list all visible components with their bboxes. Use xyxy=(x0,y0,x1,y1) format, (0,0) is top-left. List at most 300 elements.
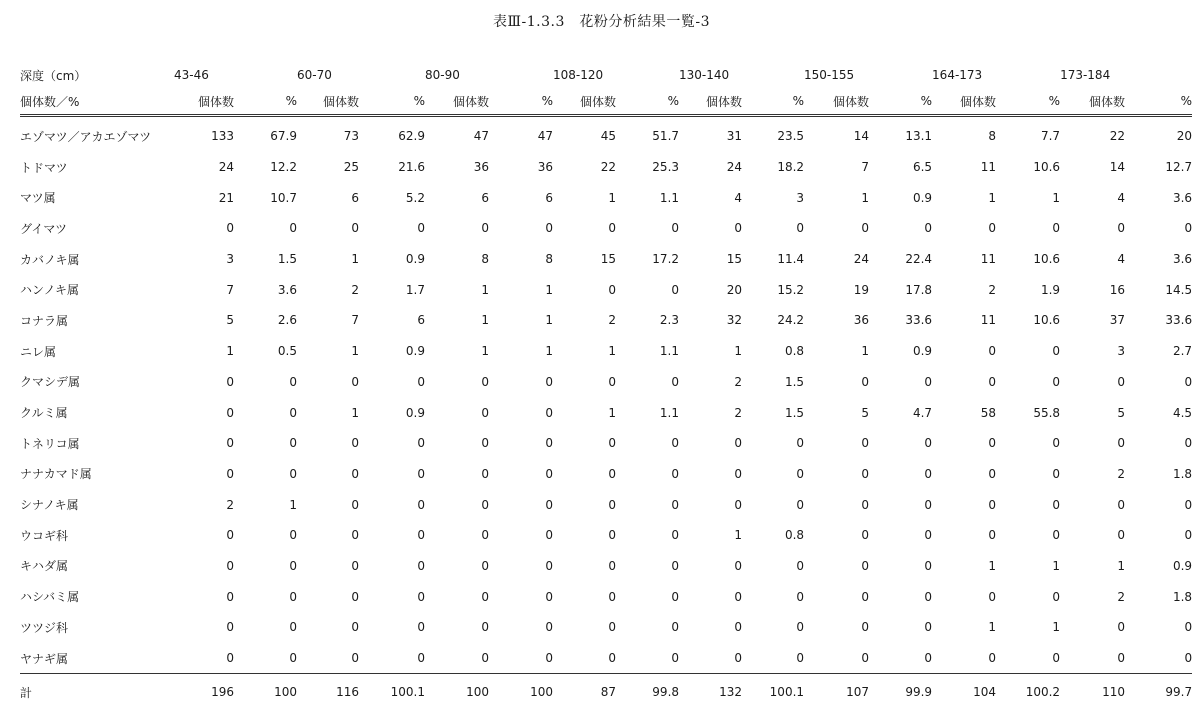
count-cell: 0 xyxy=(861,466,870,481)
percent-cell: 0 xyxy=(1184,528,1193,543)
count-cell: 0 xyxy=(608,589,616,604)
percent-cell: 0 xyxy=(1184,497,1193,512)
percent-cell: 22.4 xyxy=(905,252,933,267)
percent-cell: 0 xyxy=(924,374,933,389)
count-cell: 37 xyxy=(1109,313,1126,328)
count-cell: 0 xyxy=(988,374,997,389)
count-cell: 11 xyxy=(980,252,997,267)
total-percent-cell: 100.2 xyxy=(1025,685,1061,700)
count-cell: 0 xyxy=(861,651,870,666)
percent-cell: 0 xyxy=(289,589,297,604)
percent-cell: 0 xyxy=(1052,528,1061,543)
count-cell: 0 xyxy=(861,497,870,512)
percent-cell: 0 xyxy=(545,497,553,512)
percent-cell: 0 xyxy=(289,466,297,481)
percent-cell: 0 xyxy=(796,497,805,512)
percent-cell: 0 xyxy=(417,221,425,236)
count-cell: 0 xyxy=(988,651,997,666)
percent-cell: 8 xyxy=(545,252,553,267)
count-cell: 0 xyxy=(481,589,489,604)
percent-cell: 0 xyxy=(545,528,553,543)
percent-cell: 0.9 xyxy=(405,252,425,267)
percent-cell: 0 xyxy=(289,405,297,420)
percent-cell: 0.5 xyxy=(277,344,297,359)
count-cell: 5 xyxy=(861,405,870,420)
percent-cell: 0 xyxy=(417,466,425,481)
percent-cell: 0 xyxy=(671,558,680,573)
percent-cell: 0 xyxy=(671,589,680,604)
count-cell: 0 xyxy=(226,651,234,666)
taxon-name: ハシバミ属 xyxy=(20,590,80,605)
percent-cell: 47 xyxy=(537,129,553,144)
percent-cell: 1.1 xyxy=(659,344,680,359)
percent-cell: 0 xyxy=(1184,221,1193,236)
count-cell: 0 xyxy=(481,558,489,573)
percent-cell: 0 xyxy=(1184,651,1193,666)
count-cell: 0 xyxy=(608,221,616,236)
taxon-name: シナノキ属 xyxy=(20,498,79,513)
taxon-name: コナラ属 xyxy=(20,313,69,328)
taxon-name: ウコギ科 xyxy=(20,528,69,543)
percent-cell: 0 xyxy=(924,466,933,481)
percent-cell: 0.8 xyxy=(784,528,805,543)
count-column-header: 個体数 xyxy=(322,94,359,109)
count-cell: 1 xyxy=(608,405,616,420)
percent-column-header: % xyxy=(792,94,805,108)
count-cell: 0 xyxy=(608,436,616,451)
count-cell: 1 xyxy=(988,190,997,205)
percent-cell: 10.7 xyxy=(270,190,297,205)
count-cell: 1 xyxy=(351,405,359,420)
count-cell: 7 xyxy=(351,313,359,328)
percent-cell: 1.8 xyxy=(1172,589,1193,604)
taxon-name: グイマツ xyxy=(20,221,68,236)
table-row xyxy=(20,612,1192,643)
percent-cell: 0 xyxy=(417,620,425,635)
pollen-table xyxy=(20,62,1192,710)
percent-cell: 0 xyxy=(924,528,933,543)
count-cell: 0 xyxy=(861,620,870,635)
depth-range-header: 60-70 xyxy=(297,68,332,82)
count-cell: 0 xyxy=(861,436,870,451)
count-cell: 25 xyxy=(343,160,359,175)
total-percent-cell: 100 xyxy=(530,685,553,700)
table-row xyxy=(20,459,1192,490)
count-cell: 31 xyxy=(726,129,743,144)
taxon-name: ナナカマド属 xyxy=(20,467,92,482)
percent-cell: 0.9 xyxy=(405,344,425,359)
count-cell: 0 xyxy=(1117,436,1126,451)
count-cell: 0 xyxy=(734,651,743,666)
percent-column-header: % xyxy=(920,94,933,108)
percent-cell: 20 xyxy=(1176,129,1193,144)
count-cell: 15 xyxy=(726,252,743,267)
percent-cell: 17.2 xyxy=(652,252,680,267)
percent-cell: 1 xyxy=(545,282,553,297)
count-cell: 32 xyxy=(726,313,743,328)
percent-cell: 0 xyxy=(1052,221,1061,236)
percent-cell: 0 xyxy=(671,651,680,666)
count-cell: 1 xyxy=(988,620,997,635)
percent-cell: 12.2 xyxy=(270,160,297,175)
percent-cell: 0 xyxy=(545,405,553,420)
count-cell: 0 xyxy=(481,651,489,666)
total-count-cell: 116 xyxy=(336,685,359,700)
percent-cell: 0 xyxy=(1184,436,1193,451)
percent-cell: 0 xyxy=(545,221,553,236)
count-cell: 24 xyxy=(726,160,743,175)
count-cell: 0 xyxy=(734,436,743,451)
percent-cell: 0 xyxy=(796,620,805,635)
percent-cell: 3 xyxy=(796,190,805,205)
count-cell: 1 xyxy=(861,344,870,359)
total-count-cell: 104 xyxy=(973,685,997,700)
percent-cell: 0 xyxy=(924,620,933,635)
table-row xyxy=(20,367,1192,398)
taxon-name: ニレ属 xyxy=(20,344,57,359)
count-cell: 0 xyxy=(481,620,489,635)
count-cell: 0 xyxy=(734,620,743,635)
percent-cell: 0 xyxy=(671,620,680,635)
taxon-name: トネリコ属 xyxy=(20,436,80,451)
count-cell: 0 xyxy=(351,436,359,451)
percent-cell: 10.6 xyxy=(1033,160,1061,175)
percent-cell: 0 xyxy=(1184,374,1193,389)
percent-cell: 0 xyxy=(671,374,680,389)
count-cell: 0 xyxy=(734,497,743,512)
percent-cell: 0 xyxy=(417,651,425,666)
count-cell: 0 xyxy=(1117,374,1126,389)
percent-cell: 0 xyxy=(796,651,805,666)
percent-cell: 0 xyxy=(671,221,680,236)
percent-cell: 23.5 xyxy=(777,129,805,144)
count-cell: 2 xyxy=(608,313,616,328)
count-cell: 0 xyxy=(351,620,359,635)
count-cell: 0 xyxy=(988,497,997,512)
count-column-header: 個体数 xyxy=(197,94,234,109)
percent-cell: 0 xyxy=(417,497,425,512)
count-cell: 0 xyxy=(1117,620,1126,635)
count-cell: 20 xyxy=(726,282,743,297)
table-row xyxy=(20,244,1192,275)
count-cell: 0 xyxy=(1117,651,1126,666)
percent-cell: 24.2 xyxy=(777,313,805,328)
depth-header-row xyxy=(20,62,1192,88)
total-count-cell: 100 xyxy=(466,685,489,700)
percent-cell: 0 xyxy=(924,558,933,573)
count-header-row xyxy=(20,88,1192,116)
count-cell: 0 xyxy=(226,436,234,451)
percent-cell: 0.9 xyxy=(912,190,933,205)
table-row xyxy=(20,182,1192,213)
percent-column-header: % xyxy=(413,94,425,108)
count-cell: 0 xyxy=(608,497,616,512)
depth-range-header: 150-155 xyxy=(804,68,855,82)
count-cell: 0 xyxy=(351,466,359,481)
depth-range-header: 108-120 xyxy=(553,68,604,82)
count-column-header: 個体数 xyxy=(579,94,616,109)
table-row xyxy=(20,581,1192,612)
count-cell: 0 xyxy=(734,589,743,604)
percent-cell: 0.8 xyxy=(784,344,805,359)
count-cell: 0 xyxy=(1117,528,1126,543)
count-column-header: 個体数 xyxy=(706,94,743,109)
percent-cell: 7.7 xyxy=(1040,129,1061,144)
percent-cell: 1 xyxy=(1052,558,1061,573)
count-cell: 0 xyxy=(481,497,489,512)
percent-cell: 3.6 xyxy=(1172,252,1193,267)
percent-cell: 0 xyxy=(796,558,805,573)
count-cell: 11 xyxy=(980,313,997,328)
count-cell: 0 xyxy=(351,497,359,512)
taxon-name: クマシデ属 xyxy=(20,375,81,390)
count-cell: 0 xyxy=(1117,221,1126,236)
count-cell: 0 xyxy=(608,528,616,543)
percent-cell: 0 xyxy=(1052,651,1061,666)
table-row xyxy=(20,428,1192,459)
count-cell: 4 xyxy=(1117,190,1126,205)
percent-cell: 1.5 xyxy=(277,252,297,267)
count-cell: 1 xyxy=(608,344,616,359)
percent-cell: 0 xyxy=(289,528,297,543)
count-cell: 11 xyxy=(980,160,997,175)
count-cell: 1 xyxy=(481,344,489,359)
percent-cell: 5.2 xyxy=(405,190,425,205)
percent-cell: 10.6 xyxy=(1033,313,1061,328)
percent-cell: 0 xyxy=(545,620,553,635)
percent-cell: 2.6 xyxy=(277,313,297,328)
percent-cell: 0 xyxy=(417,558,425,573)
count-cell: 1 xyxy=(481,282,489,297)
count-cell: 0 xyxy=(351,651,359,666)
percent-cell: 0 xyxy=(796,466,805,481)
percent-cell: 0 xyxy=(545,651,553,666)
count-cell: 0 xyxy=(481,405,489,420)
count-cell: 1 xyxy=(481,313,489,328)
count-cell: 58 xyxy=(980,405,997,420)
percent-cell: 67.9 xyxy=(270,129,297,144)
depth-range-header: 173-184 xyxy=(1060,68,1111,82)
percent-cell: 18.2 xyxy=(777,160,805,175)
count-cell: 0 xyxy=(988,344,997,359)
percent-cell: 1.7 xyxy=(405,282,425,297)
percent-cell: 0.9 xyxy=(1172,558,1193,573)
count-cell: 2 xyxy=(226,497,234,512)
count-cell: 0 xyxy=(351,528,359,543)
percent-cell: 0 xyxy=(671,436,680,451)
count-cell: 24 xyxy=(853,252,870,267)
count-cell: 22 xyxy=(600,160,616,175)
count-cell: 1 xyxy=(988,558,997,573)
percent-cell: 1 xyxy=(1052,190,1061,205)
table-row xyxy=(20,643,1192,674)
percent-column-header: % xyxy=(1180,94,1193,108)
percent-cell: 21.6 xyxy=(398,160,425,175)
taxon-name: ハンノキ属 xyxy=(20,283,80,298)
table-title: 表Ⅲ-1.3.3 花粉分析結果一覧-3 xyxy=(493,14,710,30)
percent-cell: 0 xyxy=(289,620,297,635)
percent-cell: 1 xyxy=(545,344,553,359)
count-cell: 0 xyxy=(351,589,359,604)
count-column-header: 個体数 xyxy=(960,94,997,109)
percent-cell: 0 xyxy=(924,497,933,512)
total-row xyxy=(20,674,1192,711)
percent-cell: 0 xyxy=(1052,436,1061,451)
percent-column-header: % xyxy=(667,94,680,108)
percent-cell: 0 xyxy=(417,436,425,451)
count-cell: 0 xyxy=(351,374,359,389)
percent-cell: 6.5 xyxy=(912,160,933,175)
table-row xyxy=(20,116,1192,152)
percent-cell: 0 xyxy=(671,282,680,297)
count-cell: 0 xyxy=(988,528,997,543)
count-cell: 14 xyxy=(853,129,870,144)
percent-cell: 0 xyxy=(545,436,553,451)
count-cell: 0 xyxy=(226,528,234,543)
percent-cell: 17.8 xyxy=(905,282,933,297)
percent-cell: 0 xyxy=(545,589,553,604)
count-cell: 5 xyxy=(226,313,234,328)
percent-cell: 4.7 xyxy=(912,405,933,420)
taxon-name: クルミ属 xyxy=(20,406,68,421)
percent-cell: 0 xyxy=(671,528,680,543)
percent-cell: 51.7 xyxy=(652,129,680,144)
percent-cell: 1.1 xyxy=(659,190,680,205)
depth-range-header: 43-46 xyxy=(174,68,209,82)
count-cell: 0 xyxy=(481,466,489,481)
count-cell: 0 xyxy=(226,466,234,481)
percent-cell: 6 xyxy=(417,313,425,328)
percent-cell: 0 xyxy=(1052,466,1061,481)
count-cell: 0 xyxy=(861,221,870,236)
count-cell: 0 xyxy=(861,558,870,573)
percent-cell: 0 xyxy=(796,436,805,451)
percent-cell: 1 xyxy=(1052,620,1061,635)
percent-cell: 33.6 xyxy=(1165,313,1193,328)
count-column-header: 個体数 xyxy=(833,94,870,109)
taxon-name: トドマツ xyxy=(20,160,68,175)
percent-cell: 6 xyxy=(545,190,553,205)
taxon-name: ヤナギ属 xyxy=(20,651,69,666)
count-cell: 21 xyxy=(218,190,234,205)
table-row xyxy=(20,274,1192,305)
total-percent-cell: 100.1 xyxy=(769,685,805,700)
percent-cell: 1.8 xyxy=(1172,466,1193,481)
total-count-cell: 107 xyxy=(846,685,870,700)
count-cell: 0 xyxy=(226,589,234,604)
count-cell: 1 xyxy=(861,190,870,205)
percent-cell: 0 xyxy=(796,221,805,236)
count-cell: 1 xyxy=(608,190,616,205)
depth-range-header: 80-90 xyxy=(425,68,460,82)
table-row xyxy=(20,213,1192,244)
count-cell: 0 xyxy=(861,589,870,604)
percent-cell: 0 xyxy=(924,589,933,604)
count-cell: 0 xyxy=(226,558,234,573)
percent-cell: 0 xyxy=(1052,344,1061,359)
percent-cell: 12.7 xyxy=(1165,160,1193,175)
total-count-cell: 196 xyxy=(211,685,234,700)
count-cell: 0 xyxy=(608,558,616,573)
count-label: 個体数／% xyxy=(20,94,80,109)
count-cell: 14 xyxy=(1109,160,1126,175)
percent-cell: 1.5 xyxy=(784,374,805,389)
total-label: 計 xyxy=(20,685,33,700)
count-cell: 0 xyxy=(481,374,489,389)
count-cell: 3 xyxy=(1117,344,1126,359)
count-cell: 2 xyxy=(1117,589,1126,604)
count-cell: 2 xyxy=(1117,466,1126,481)
count-cell: 8 xyxy=(988,129,997,144)
depth-label: 深度（cm） xyxy=(20,68,87,83)
count-cell: 15 xyxy=(600,252,616,267)
count-cell: 2 xyxy=(734,374,743,389)
count-cell: 36 xyxy=(473,160,489,175)
percent-cell: 0 xyxy=(796,589,805,604)
percent-cell: 33.6 xyxy=(905,313,933,328)
count-cell: 73 xyxy=(343,129,359,144)
count-cell: 7 xyxy=(861,160,870,175)
total-percent-cell: 99.9 xyxy=(905,685,933,700)
percent-cell: 4.5 xyxy=(1172,405,1193,420)
percent-cell: 15.2 xyxy=(777,282,805,297)
count-cell: 0 xyxy=(734,466,743,481)
count-cell: 0 xyxy=(734,221,743,236)
percent-cell: 25.3 xyxy=(652,160,680,175)
percent-cell: 0 xyxy=(671,497,680,512)
percent-cell: 0 xyxy=(924,221,933,236)
percent-cell: 0 xyxy=(1052,374,1061,389)
percent-cell: 10.6 xyxy=(1033,252,1061,267)
total-count-cell: 87 xyxy=(600,685,616,700)
count-cell: 0 xyxy=(351,558,359,573)
count-cell: 133 xyxy=(211,129,234,144)
table-row xyxy=(20,520,1192,551)
count-cell: 0 xyxy=(734,558,743,573)
count-cell: 0 xyxy=(861,528,870,543)
taxon-name: カバノキ属 xyxy=(20,252,80,267)
percent-cell: 0 xyxy=(924,436,933,451)
percent-cell: 0 xyxy=(417,374,425,389)
total-count-cell: 110 xyxy=(1102,685,1126,700)
total-percent-cell: 100 xyxy=(274,685,297,700)
percent-cell: 0 xyxy=(545,374,553,389)
count-cell: 0 xyxy=(608,651,616,666)
percent-cell: 2.3 xyxy=(659,313,680,328)
count-cell: 0 xyxy=(481,436,489,451)
count-cell: 0 xyxy=(226,221,234,236)
count-cell: 0 xyxy=(481,528,489,543)
percent-cell: 0 xyxy=(545,558,553,573)
percent-cell: 0.9 xyxy=(405,405,425,420)
count-cell: 1 xyxy=(734,528,743,543)
count-cell: 7 xyxy=(226,282,234,297)
count-cell: 47 xyxy=(473,129,489,144)
count-cell: 6 xyxy=(481,190,489,205)
percent-cell: 0 xyxy=(1184,620,1193,635)
count-cell: 0 xyxy=(481,221,489,236)
percent-cell: 0 xyxy=(417,528,425,543)
percent-cell: 1.5 xyxy=(784,405,805,420)
table-row xyxy=(20,489,1192,520)
count-cell: 0 xyxy=(861,374,870,389)
percent-cell: 13.1 xyxy=(905,129,933,144)
percent-cell: 3.6 xyxy=(277,282,297,297)
percent-cell: 1.1 xyxy=(659,405,680,420)
depth-range-header: 130-140 xyxy=(679,68,730,82)
percent-cell: 36 xyxy=(537,160,553,175)
percent-cell: 1.9 xyxy=(1040,282,1061,297)
